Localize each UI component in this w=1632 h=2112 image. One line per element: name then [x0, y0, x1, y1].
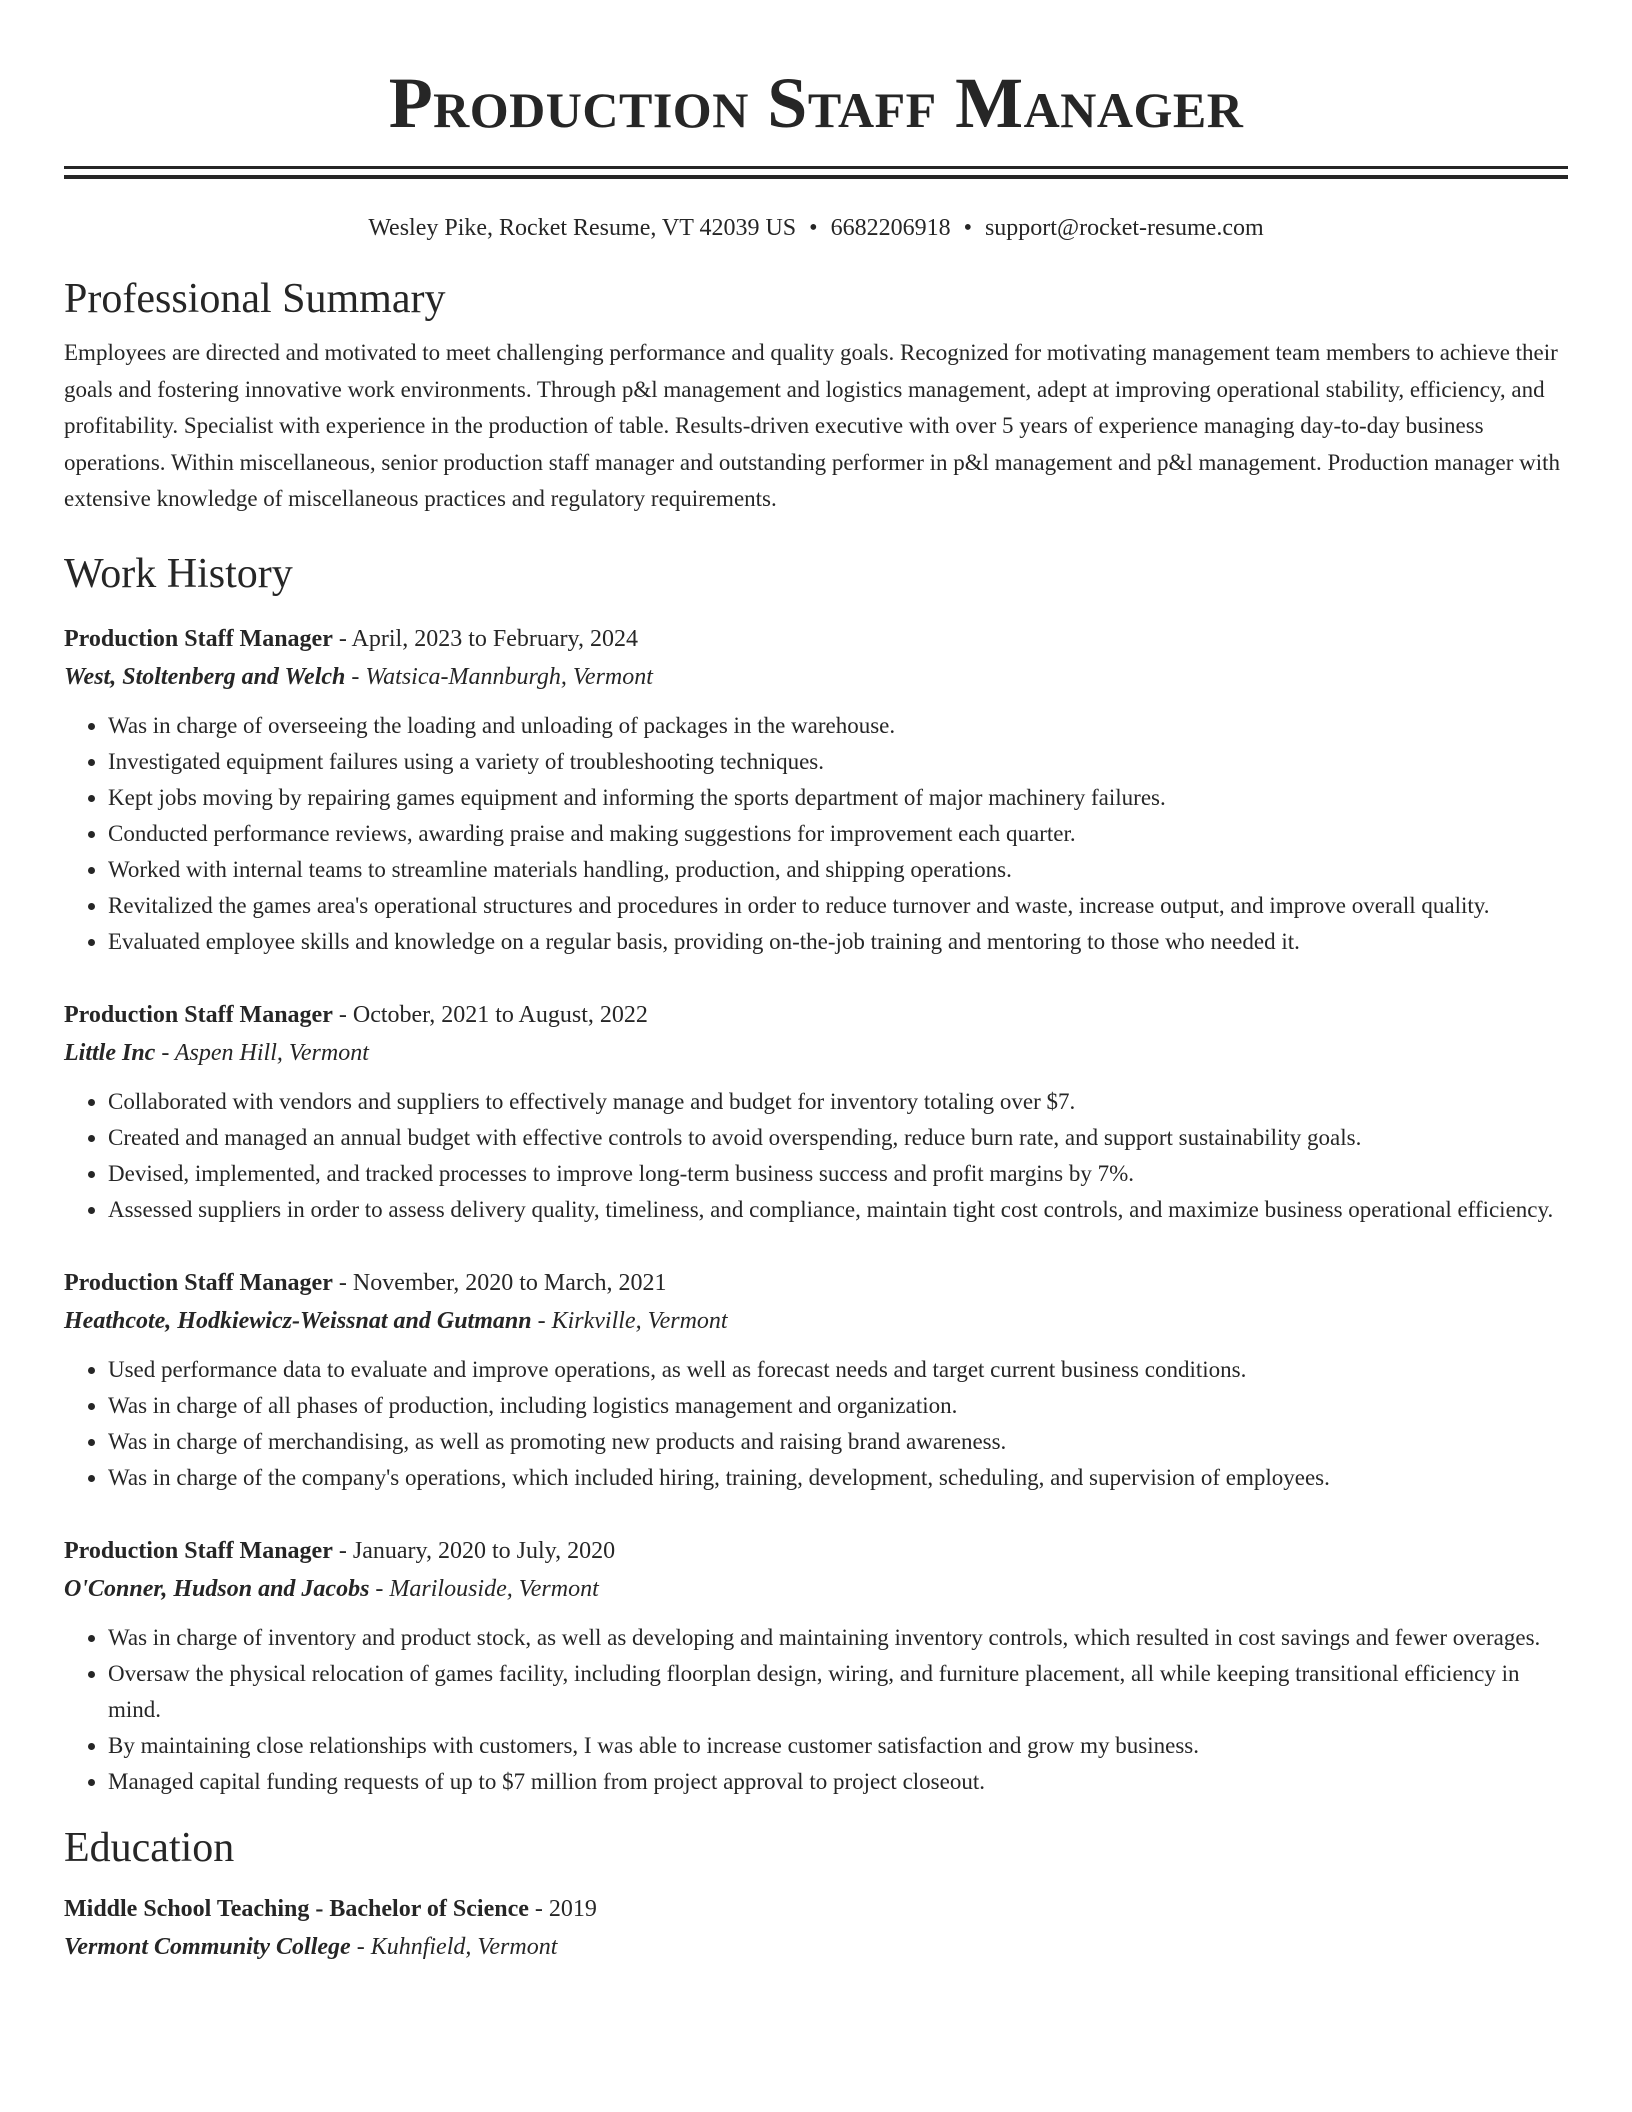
- job-title: Production Staff Manager: [64, 1537, 333, 1564]
- job-title-line: [64, 1264, 1568, 1302]
- contact-address: Wesley Pike, Rocket Resume, VT 42039 US: [368, 215, 797, 241]
- job-entry: [64, 1532, 1568, 1800]
- summary-text: Employees are directed and motivated to meet challenging performance and quality goals. Recognized for motivating management team members to achieve their goals and fostering innovative work environments. Through p&l management and logistics management, adept at improving operational stability, efficiency, and profitability. Specialist with experience in the production of table. Results-driven executive with over 5 years of experience managing day-to-day business operations. Within miscellaneous, senior production staff manager and outstanding performer in p&l management and p&l management. Production manager with extensive knowledge of miscellaneous practices and regulatory requirements.: [64, 340, 1561, 511]
- job-dates: November, 2020 to March, 2021: [352, 1269, 667, 1296]
- job-title-line: [64, 620, 1568, 658]
- contact-line: [64, 213, 1568, 243]
- job-bullet: • Was in charge of inventory and product stock, as well as developing and maintaining inventory controls, which resulted in cost savings and fewer overages.: [108, 1620, 1568, 1656]
- job-bullet: • Revitalized the games area's operational structures and procedures in order to reduce turnover and waste, increase output, and improve overall quality.: [108, 888, 1568, 924]
- job-entry: [64, 996, 1568, 1228]
- education-entry: [64, 1890, 1568, 1966]
- resume-title: Production Staff Manager: [388, 63, 1244, 143]
- contact-separator: •: [809, 215, 818, 241]
- dash-separator: -: [155, 1039, 175, 1066]
- job-bullet: • By maintaining close relationships with customers, I was able to increase customer satisfaction and grow my business.: [108, 1728, 1568, 1764]
- employer-line: [64, 1034, 1568, 1072]
- job-dates: October, 2021 to August, 2022: [352, 1001, 648, 1028]
- employer-line: [64, 658, 1568, 696]
- job-title-line: [64, 996, 1568, 1034]
- job-entry: [64, 620, 1568, 960]
- job-bullet-list: [64, 1352, 1568, 1496]
- job-bullet: • Was in charge of overseeing the loading and unloading of packages in the warehouse.: [108, 708, 1568, 744]
- contact-phone: 6682206918: [830, 215, 951, 241]
- job-bullet: • Collaborated with vendors and suppliers to effectively manage and budget for inventory totaling over $7.: [108, 1084, 1568, 1120]
- job-bullet: • Managed capital funding requests of up to $7 million from project approval to project closeout.: [108, 1764, 1568, 1800]
- job-bullet: • Used performance data to evaluate and improve operations, as well as forecast needs and target current business conditions.: [108, 1352, 1568, 1388]
- job-bullet-list: [64, 1620, 1568, 1800]
- dash-separator: -: [531, 1307, 552, 1334]
- contact-email: support@rocket-resume.com: [984, 215, 1264, 241]
- employer-location: Marilouside, Vermont: [389, 1575, 599, 1602]
- employer-location: Aspen Hill, Vermont: [174, 1039, 369, 1066]
- job-title: Production Staff Manager: [64, 625, 333, 652]
- dash-separator: -: [350, 1933, 371, 1960]
- employer-name: Little Inc: [64, 1039, 156, 1066]
- professional-summary-section: [64, 273, 1568, 518]
- employer-location: Watsica-Mannburgh, Vermont: [365, 663, 653, 690]
- divider-thick-line: [64, 175, 1568, 179]
- job-bullet: • Oversaw the physical relocation of games facility, including floorplan design, wiring, and furniture placement, all while keeping transitional efficiency in mind.: [108, 1656, 1568, 1728]
- education-section: [64, 1822, 1568, 1966]
- dash-separator: -: [332, 1001, 353, 1028]
- title-divider: [64, 166, 1568, 179]
- job-dates: January, 2020 to July, 2020: [352, 1537, 616, 1564]
- job-title: Production Staff Manager: [64, 1001, 333, 1028]
- employer-location: Kirkville, Vermont: [551, 1307, 728, 1334]
- divider-thin-line: [64, 166, 1568, 169]
- dash-separator: -: [345, 663, 366, 690]
- job-bullet: • Investigated equipment failures using a variety of troubleshooting techniques.: [108, 744, 1568, 780]
- job-bullet: • Was in charge of the company's operations, which included hiring, training, development, scheduling, and supervision of employees.: [108, 1460, 1568, 1496]
- school-location: Kuhnfield, Vermont: [370, 1933, 558, 1960]
- job-bullet: • Was in charge of merchandising, as well as promoting new products and raising brand awareness.: [108, 1424, 1568, 1460]
- job-bullet: • Assessed suppliers in order to assess delivery quality, timeliness, and compliance, maintain tight cost controls, and maximize business operational efficiency.: [108, 1192, 1568, 1228]
- job-title-line: [64, 1532, 1568, 1570]
- employer-line: [64, 1570, 1568, 1608]
- graduation-year: 2019: [548, 1895, 597, 1922]
- employer-name: Heathcote, Hodkiewicz-Weissnat and Gutmann: [64, 1307, 532, 1334]
- contact-separator: •: [963, 215, 972, 241]
- dash-separator: -: [332, 1269, 353, 1296]
- job-bullet: • Worked with internal teams to streamline materials handling, production, and shipping operations.: [108, 852, 1568, 888]
- job-list: [64, 620, 1568, 1800]
- degree-name: Middle School Teaching - Bachelor of Science: [64, 1895, 529, 1922]
- employer-name: West, Stoltenberg and Welch: [64, 663, 346, 690]
- job-bullet-list: [64, 1084, 1568, 1228]
- school-line: [64, 1928, 1568, 1966]
- education-list: [64, 1890, 1568, 1966]
- school-name: Vermont Community College: [64, 1933, 351, 1960]
- dash-separator: -: [332, 1537, 353, 1564]
- job-bullet: • Evaluated employee skills and knowledge on a regular basis, providing on-the-job training and mentoring to those who needed it.: [108, 924, 1568, 960]
- job-bullet: • Was in charge of all phases of production, including logistics management and organization.: [108, 1388, 1568, 1424]
- job-bullet: • Devised, implemented, and tracked processes to improve long-term business success and profit margins by 7%.: [108, 1156, 1568, 1192]
- work-history-section: [64, 548, 1568, 1800]
- employer-name: O'Conner, Hudson and Jacobs: [64, 1575, 370, 1602]
- job-entry: [64, 1264, 1568, 1496]
- job-bullet: • Conducted performance reviews, awarding praise and making suggestions for improvement each quarter.: [108, 816, 1568, 852]
- dash-separator: -: [528, 1895, 549, 1922]
- degree-line: [64, 1890, 1568, 1928]
- resume-content: [64, 0, 1568, 1966]
- job-dates: April, 2023 to February, 2024: [351, 625, 638, 652]
- section-heading: Education: [64, 1824, 235, 1871]
- employer-line: [64, 1302, 1568, 1340]
- dash-separator: -: [369, 1575, 390, 1602]
- job-title: Production Staff Manager: [64, 1269, 333, 1296]
- section-heading: Professional Summary: [64, 276, 446, 322]
- section-heading: Work History: [64, 550, 293, 597]
- job-bullet-list: [64, 708, 1568, 960]
- job-bullet: • Created and managed an annual budget with effective controls to avoid overspending, reduce burn rate, and support sustainability goals.: [108, 1120, 1568, 1156]
- dash-separator: -: [332, 625, 352, 652]
- job-bullet: • Kept jobs moving by repairing games equipment and informing the sports department of major machinery failures.: [108, 780, 1568, 816]
